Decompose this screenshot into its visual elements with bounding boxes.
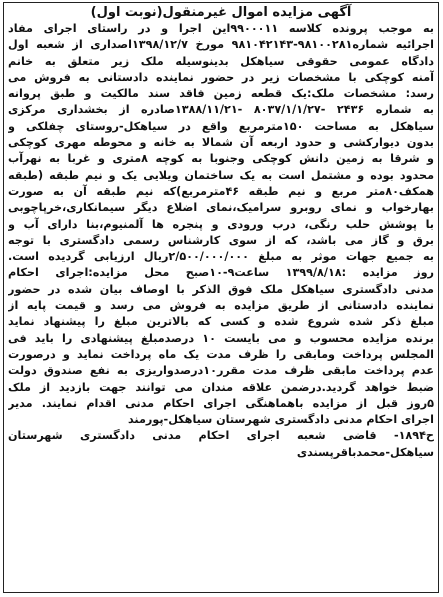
- notice-line: سیاهکل به مساحت ۱۵۰مترمربع واقع در سیاهکل-روستای چفلکی و: [8, 119, 434, 133]
- notice-line: برنده مزایده محسوب و می بایست ۱۰ درصدمبلغ پیشنهادی را باید فی: [8, 331, 434, 345]
- notice-line: برق و گاز می باشد، که از سوی کارشناس رسمی دادگستری با توجه: [8, 233, 434, 247]
- notice-line: ح۱۸۹۴- قاضی شعبه اجرای احکام مدنی دادگستری شهرستان: [8, 429, 434, 443]
- notice-line: نماینده دادستانی از طریق مزایده به فروش می رسد و قیمت پایه از: [8, 299, 434, 313]
- notice-line: رسد: مشخصات ملک:یک قطعه زمین فاقد سند مالکیت و طبق پروانه: [8, 87, 434, 101]
- notice-line: مدنی دادگستری سیاهکل ملک فوق الذکر با اوصاف بیان شده در حضور: [8, 282, 434, 296]
- notice-line: دادگاه عمومی حقوقی سیاهکل بدینوسیله ملک زیر متعلق به خانم: [8, 54, 434, 68]
- notice-line: عدم پرداخت مابقی ظرف مدت مقرر۱۰درصدواریزی به نفع صندوق دولت: [8, 364, 434, 378]
- notice-line: المجلس پرداخت ومابقی را ظرف مدت یک ماه پرداخت نماید و درصورت: [8, 347, 434, 361]
- notice-line: همکف۸۰متر مربع و نیم طبقه ۴۶مترمربع)که نیم طبقه آن به صورت: [8, 184, 434, 198]
- notice-signature: سیاهکل-محمدباقرپسندی: [296, 445, 434, 459]
- notice-line: بدون دیوارکشی و حدود اربعه آن شمالا به خانه و محوطه مهری کوچکی: [8, 136, 434, 150]
- notice-line: و شرقا به زمین دانش کوچکی وجنوبا به کوچه ۸متری و غربا به نهرآب: [8, 152, 434, 166]
- notice-title: آگهی مزایده اموال غیرمنقول(نوبت اول): [90, 5, 352, 20]
- notice-line: به موجب پرونده کلاسه ۹۹۰۰۰۱۱این اجرا و در راستای اجرای مفاد: [8, 22, 434, 35]
- auction-notice: [3, 2, 439, 593]
- notice-line: با پوشش حلب رنگی، درب ورودی و پنجره ها آلمنیوم،بنا دارای آب و: [8, 217, 434, 231]
- notice-line: آمنه کوچکی با مشخصات زیر در حضور نماینده دادستانی به فروش می: [8, 70, 434, 84]
- notice-line: ۵روز قبل از مزایده باهماهنگی اجرای احکام مدنی اقدام نمایند. مدیر: [8, 396, 434, 410]
- notice-line: محدود بوده و مشتمل است به یک ساختمان ویلایی یک و نیم طبقه (طبقه: [8, 168, 434, 182]
- notice-line: روز مزایده :۱۳۹۹/۸/۱۸ ساعت۹-۱۰صبح محل مزایده:اجرای احکام: [8, 266, 434, 280]
- notice-line: اجرای احکام مدنی دادگستری شهرستان سیاهکل-پورمند: [127, 413, 434, 427]
- notice-line: مبلغ ذکر شده شروع شده و کسی که بالاترین مبلغ را پیشنهاد نماید: [8, 315, 434, 329]
- notice-line: ضبط خواهد گردید.درضمن علاقه مندان می توانند جهت بازدید از ملک: [8, 380, 434, 394]
- notice-line: به شماره ۲۴۳۶ -۸۰۳۷/۱/۱/۲۷ -۱۳۸۸/۱۱/۲۱صادره از بخشداری مرکزی: [8, 103, 434, 117]
- notice-line: اجرائیه شماره۹۸۱۰۰۲۸۱-۹۸۱۰۴۲۱۴۳ مورخ ۱۳۹۸/۱۲/۷اصداری از شعبه اول: [8, 38, 434, 52]
- notice-line: بهارخواب و نمای روبرو سرامیک،نمای اضلاع دیگر سیمانکاری،خرپاچوبی: [8, 201, 434, 215]
- notice-body: [8, 21, 434, 461]
- notice-line: به جمیع جهات موثر به مبلغ ۲/۵۰۰/۰۰۰/۰۰۰ریال ارزیابی گردیده است.: [8, 250, 434, 264]
